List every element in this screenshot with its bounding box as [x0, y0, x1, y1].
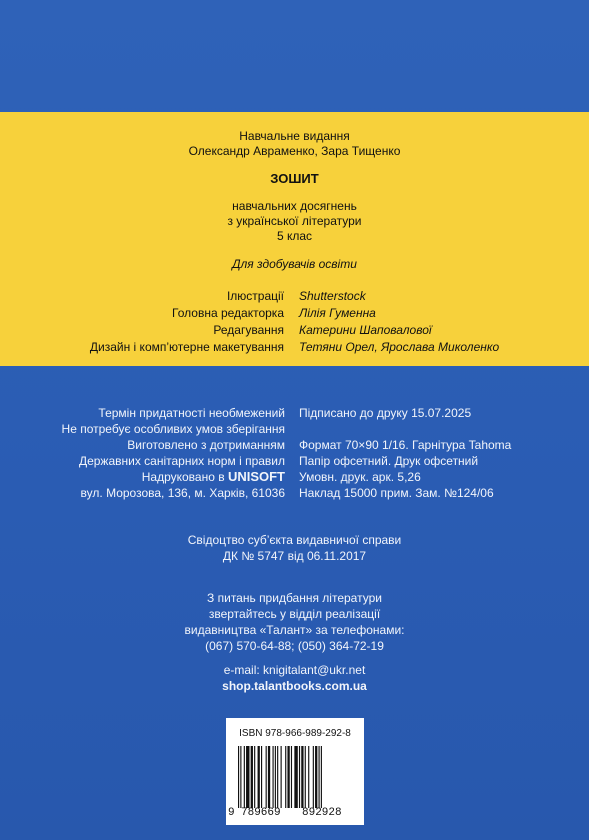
spacer [299, 421, 511, 431]
barcode-bar [266, 746, 267, 808]
imprint-left-column [62, 405, 285, 501]
barcode-bar [299, 746, 300, 808]
isbn-label: ISBN 978-966-989-292-8 [239, 728, 351, 739]
barcode-bar [308, 746, 309, 808]
barcode-bar [273, 746, 274, 808]
credit-name: Тетяни Орел, Ярослава Миколенко [299, 340, 500, 354]
credit-role: Дизайн і комп’ютерне макетування [89, 340, 284, 354]
signed-date: Підписано до друку 15.07.2025 [299, 406, 472, 420]
barcode-bar [268, 746, 270, 808]
yellow-info-band [0, 112, 589, 366]
printer-address: вул. Морозова, 136, м. Харків, 61036 [80, 486, 285, 500]
barcode-icon [238, 746, 356, 808]
phone-numbers: (067) 570-64-88; (050) 364-72-19 [205, 639, 384, 653]
barcode-panel [226, 718, 364, 825]
sheets-info: Умовн. друк. арк. 5,26 [299, 470, 421, 484]
barcode-bar [251, 746, 253, 808]
shelf-life: Термін придатності необмежений [98, 406, 285, 420]
credit-row [0, 288, 589, 305]
contacts-line-2: звертайтесь у відділ реалізації [208, 607, 381, 621]
contacts-line-1: З питань придбання літератури [207, 591, 382, 605]
manufacture-note: Виготовлено з дотриманням [127, 438, 285, 452]
barcode-bar [305, 746, 306, 808]
book-title: ЗОШИТ [270, 171, 319, 186]
barcode-bar [285, 746, 286, 808]
printer-name: UNISOFT [227, 469, 285, 484]
online-contacts [0, 662, 589, 694]
barcode-bar [261, 746, 262, 808]
barcode-bar [281, 746, 282, 808]
edition-type: Навчальне видання [239, 129, 350, 143]
barcode-bar [313, 746, 314, 808]
barcode-bar [240, 746, 241, 808]
barcode-bar [287, 746, 289, 808]
credit-row [0, 322, 589, 339]
credit-role: Ілюстрації [226, 289, 284, 303]
paper-info: Папір офсетний. Друк офсетний [299, 454, 479, 468]
credits-list [0, 288, 589, 356]
barcode-bar [277, 746, 278, 808]
authors: Олександр Авраменко, Зара Тищенко [188, 144, 401, 158]
storage-note: Не потребує особливих умов зберігання [61, 422, 285, 436]
barcode-digit-group-right: 892928 [302, 807, 342, 819]
barcode-bar [244, 746, 245, 808]
audience: Для здобувачів освіти [232, 257, 357, 271]
sales-contacts [0, 590, 589, 654]
format-info: Формат 70×90 1/16. Гарнітура Tahoma [299, 438, 512, 452]
barcode-bar [321, 746, 322, 808]
certificate-line-2: ДК № 5747 від 06.11.2017 [222, 549, 367, 563]
credit-name: Катерини Шаповалової [299, 323, 432, 337]
subtitle-line-1: навчальних досягнень [232, 199, 357, 213]
credit-role: Головна редакторка [172, 306, 284, 320]
grade: 5 клас [276, 229, 313, 243]
barcode-bar [319, 746, 320, 808]
barcode-bar [291, 746, 292, 808]
barcode-digits [228, 807, 362, 821]
barcode-digit-lead: 9 [228, 807, 235, 819]
credit-row [0, 305, 589, 322]
email-link[interactable]: e-mail: knigitalant@ukr.net [223, 663, 366, 677]
imprint-right-column [299, 405, 511, 501]
barcode-bar [315, 746, 317, 808]
certificate-line-1: Свідоцтво суб’єкта видавничої справи [187, 533, 402, 547]
printed-prefix: Надруковано в [141, 470, 228, 484]
contacts-line-3: видавництва «Талант» за телефонами: [184, 623, 405, 637]
publisher-certificate [0, 532, 589, 564]
credit-name: Shutterstock [299, 289, 366, 303]
barcode-bar [238, 746, 239, 808]
barcode-bar [294, 746, 297, 808]
shop-link[interactable]: shop.talantbooks.com.ua [222, 679, 367, 693]
barcode-bar [301, 746, 303, 808]
credit-name: Лілія Гуменна [299, 306, 376, 320]
credit-row [0, 339, 589, 356]
barcode-bar [246, 746, 249, 808]
printed-by [62, 469, 285, 485]
credit-role: Редагування [213, 323, 284, 337]
barcode-digit-group-left: 789669 [241, 807, 281, 819]
barcode-bar [254, 746, 255, 808]
barcode-bar [275, 746, 276, 808]
subtitle-line-2: з української літератури [227, 214, 362, 228]
circulation-info: Наклад 15000 прим. Зам. №124/06 [299, 486, 494, 500]
sanitary-norms: Державних санітарних норм і правил [78, 454, 285, 468]
barcode-bar [258, 746, 260, 808]
